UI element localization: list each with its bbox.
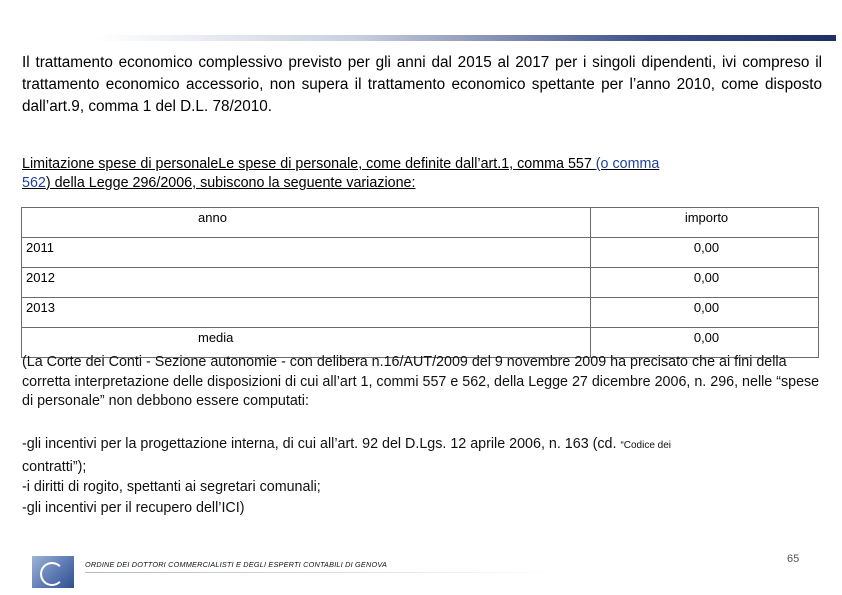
header-importo: importo (591, 208, 819, 238)
comma-link-part2[interactable]: 562 (22, 175, 46, 191)
cell-importo: 0,00 (591, 238, 819, 268)
corte-conti-paragraph: (La Corte dei Conti - Sezione autonomie - con delibera n.16/AUT/2009 del 9 novembre 2009 ha precisato che ai fini della corretta interpretazione delle disposizioni di cui all’art 1, commi 557 e 562, della Legge 27 dicembre 2006, n. 296, nelle “spese di personale” non debbono essere computati: (22, 354, 820, 409)
esclusione-1-cont: contratti”); (22, 458, 87, 475)
header-anno: anno (22, 208, 591, 238)
comma-link-part1[interactable]: (o comma (595, 156, 660, 172)
esclusione-2: -i diritti di rogito, spettanti ai segretari comunali; (22, 479, 321, 495)
table-row (22, 298, 819, 328)
limitazione-heading (22, 155, 822, 193)
cell-importo: 0,00 (591, 268, 819, 298)
esclusione-1: -gli incentivi per la progettazione interna, di cui all’art. 92 del D.Lgs. 12 aprile 2006, n. 163 (cd. (22, 436, 621, 452)
cell-anno: 2013 (22, 298, 591, 328)
table-row (22, 238, 819, 268)
limitazione-text-end: ) della Legge 296/2006, subiscono la seguente variazione: (45, 175, 416, 191)
cell-anno: 2011 (22, 238, 591, 268)
header-gradient-bar (96, 35, 836, 41)
cell-media-label: media (22, 328, 591, 358)
footer-org-name: ORDINE DEI DOTTORI COMMERCIALISTI E DEGLI ESPERTI CONTABILI DI GENOVA (85, 560, 388, 569)
spese-personale-table (21, 207, 819, 358)
intro-paragraph: Il trattamento economico complessivo previsto per gli anni dal 2015 al 2017 per i singoli dipendenti, ivi compreso il trattamento economico accessorio, non supera il trattamento economico spettante per l’anno 2010, come disposto dall’art.9, comma 1 del D.L. 78/2010. (22, 54, 822, 115)
cell-media-value: 0,00 (591, 328, 819, 358)
cell-anno: 2012 (22, 268, 591, 298)
odcec-logo-icon (32, 556, 74, 588)
footer-divider (85, 572, 555, 573)
cell-importo: 0,00 (591, 298, 819, 328)
limitazione-text: Limitazione spese di personaleLe spese di personale, come definite dall’art.1, comma 557 (22, 156, 596, 172)
table-header-row (22, 208, 819, 238)
esclusioni-list (22, 434, 822, 518)
table-row (22, 268, 819, 298)
page-number: 65 (787, 553, 800, 565)
esclusione-3: -gli incentivi per il recupero dell’ICI) (22, 499, 245, 516)
codice-contratti-note: “Codice dei (620, 440, 672, 451)
